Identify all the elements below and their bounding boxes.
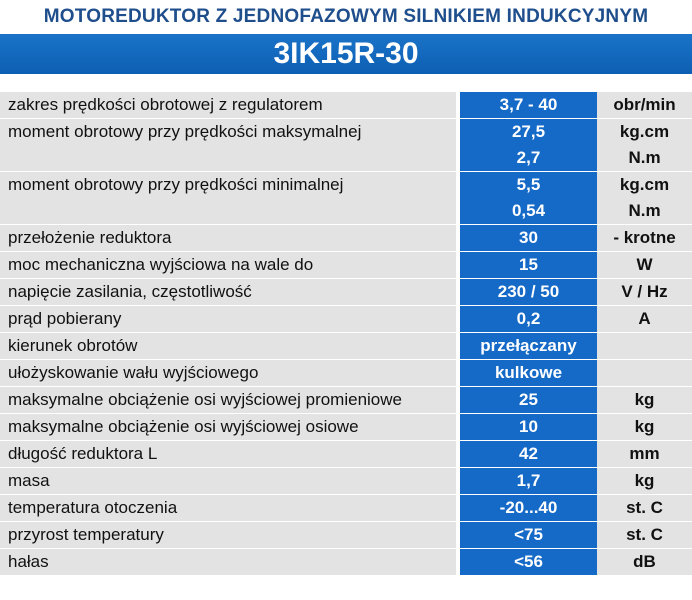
spec-unit: obr/min bbox=[613, 95, 676, 114]
spec-label: maksymalne obciążenie osi wyjściowej osiowe bbox=[8, 417, 359, 436]
spec-unit: kg.cm bbox=[619, 175, 670, 194]
spec-unit: N.m bbox=[628, 201, 661, 220]
spec-label-cell bbox=[0, 333, 456, 359]
spec-unit-cell bbox=[597, 414, 692, 440]
spec-label-cell bbox=[0, 119, 456, 171]
spec-value-cell bbox=[460, 279, 597, 305]
spec-row bbox=[0, 279, 692, 306]
spec-label: przyrost temperatury bbox=[8, 525, 164, 544]
spec-value-cell bbox=[460, 172, 597, 224]
spec-row bbox=[0, 333, 692, 360]
spec-unit: kg.cm bbox=[619, 122, 670, 141]
spec-value: kulkowe bbox=[494, 363, 563, 382]
spec-value-cell bbox=[460, 387, 597, 413]
spec-unit: dB bbox=[633, 552, 656, 571]
spec-unit: - krotne bbox=[613, 228, 676, 247]
spec-label-cell bbox=[0, 522, 456, 548]
spec-row bbox=[0, 495, 692, 522]
spec-label-cell bbox=[0, 92, 456, 118]
spec-label: masa bbox=[8, 471, 50, 490]
spec-label-cell bbox=[0, 306, 456, 332]
spec-value: 30 bbox=[519, 228, 538, 247]
spec-unit: kg bbox=[634, 417, 655, 436]
spec-value: 2,7 bbox=[516, 148, 541, 167]
spec-unit-cell bbox=[597, 468, 692, 494]
spec-value: 1,7 bbox=[516, 471, 541, 490]
spec-row bbox=[0, 92, 692, 119]
spec-row bbox=[0, 119, 692, 172]
spec-unit-cell bbox=[597, 252, 692, 278]
spec-label-cell bbox=[0, 360, 456, 386]
spec-value: 230 / 50 bbox=[497, 282, 560, 301]
spec-unit bbox=[597, 333, 692, 359]
model-banner bbox=[0, 34, 692, 74]
spec-label: moment obrotowy przy prędkości minimalnej bbox=[8, 175, 344, 194]
spec-row bbox=[0, 360, 692, 387]
spec-label: kierunek obrotów bbox=[8, 336, 138, 355]
spec-value: 27,5 bbox=[511, 122, 546, 141]
spec-label: prąd pobierany bbox=[8, 309, 122, 328]
spec-unit: st. C bbox=[626, 525, 663, 544]
spec-unit-cell bbox=[597, 441, 692, 467]
spec-label-cell bbox=[0, 225, 456, 251]
spec-unit-cell bbox=[597, 333, 692, 359]
spec-label: przełożenie reduktora bbox=[8, 228, 172, 247]
spec-label: hałas bbox=[8, 552, 49, 571]
spec-label-cell bbox=[0, 549, 456, 575]
spec-value-cell bbox=[460, 306, 597, 332]
spec-unit: mm bbox=[629, 444, 660, 463]
spec-value: <56 bbox=[514, 552, 543, 571]
spec-row bbox=[0, 414, 692, 441]
spec-value: przełączany bbox=[480, 336, 577, 355]
spec-value: 25 bbox=[519, 390, 538, 409]
spec-row bbox=[0, 172, 692, 225]
spec-label: moment obrotowy przy prędkości maksymalnej bbox=[8, 122, 362, 141]
spec-label: ułożyskowanie wału wyjściowego bbox=[8, 363, 259, 382]
spec-row bbox=[0, 252, 692, 279]
spec-value: 0,54 bbox=[511, 201, 546, 220]
spec-unit-cell bbox=[597, 360, 692, 386]
spec-label: maksymalne obciążenie osi wyjściowej promieniowe bbox=[8, 390, 402, 409]
spec-value-cell bbox=[460, 119, 597, 171]
spec-value-cell bbox=[460, 414, 597, 440]
spec-unit-cell bbox=[597, 225, 692, 251]
spec-unit: A bbox=[638, 309, 651, 328]
spec-row bbox=[0, 468, 692, 495]
spec-value: 3,7 - 40 bbox=[499, 95, 558, 114]
spec-value: 5,5 bbox=[516, 175, 541, 194]
spec-value-cell bbox=[460, 441, 597, 467]
spec-unit-cell bbox=[597, 119, 692, 171]
spec-label-cell bbox=[0, 172, 456, 224]
spec-unit-cell bbox=[597, 279, 692, 305]
spec-label-cell bbox=[0, 252, 456, 278]
spec-unit: N.m bbox=[628, 148, 661, 167]
spec-row bbox=[0, 549, 692, 576]
spec-value-cell bbox=[460, 252, 597, 278]
spec-label-cell bbox=[0, 387, 456, 413]
spec-value: 42 bbox=[519, 444, 538, 463]
spec-value-cell bbox=[460, 225, 597, 251]
spec-value-cell bbox=[460, 333, 597, 359]
spec-label-cell bbox=[0, 495, 456, 521]
spec-label-cell bbox=[0, 414, 456, 440]
spec-unit-cell bbox=[597, 549, 692, 575]
spec-unit-cell bbox=[597, 495, 692, 521]
spec-unit: V / Hz bbox=[621, 282, 668, 301]
spec-value: <75 bbox=[514, 525, 543, 544]
spec-label: długość reduktora L bbox=[8, 444, 158, 463]
spec-unit-cell bbox=[597, 387, 692, 413]
model-name: 3IK15R-30 bbox=[273, 37, 419, 70]
spec-label-cell bbox=[0, 441, 456, 467]
spec-value: 10 bbox=[519, 417, 538, 436]
spec-value: 0,2 bbox=[516, 309, 541, 328]
spec-unit: kg bbox=[634, 471, 655, 490]
spec-unit-cell bbox=[597, 172, 692, 224]
page-title: MOTOREDUKTOR Z JEDNOFAZOWYM SILNIKIEM INDUKCYJNYM bbox=[43, 6, 649, 27]
spec-value-cell bbox=[460, 549, 597, 575]
spec-label-cell bbox=[0, 279, 456, 305]
spec-unit: kg bbox=[634, 390, 655, 409]
spec-value: 15 bbox=[519, 255, 538, 274]
spec-value-cell bbox=[460, 495, 597, 521]
spec-value-cell bbox=[460, 360, 597, 386]
spec-row bbox=[0, 522, 692, 549]
spec-unit bbox=[597, 360, 692, 386]
spec-label: temperatura otoczenia bbox=[8, 498, 178, 517]
spec-unit: W bbox=[636, 255, 653, 274]
spec-row bbox=[0, 387, 692, 414]
spec-unit-cell bbox=[597, 306, 692, 332]
spec-table bbox=[0, 92, 692, 576]
spec-label: zakres prędkości obrotowej z regulatorem bbox=[8, 95, 323, 114]
spec-unit: st. C bbox=[626, 498, 663, 517]
spec-value: -20...40 bbox=[499, 498, 558, 517]
spec-value-cell bbox=[460, 522, 597, 548]
spec-label-cell bbox=[0, 468, 456, 494]
spec-value-cell bbox=[460, 468, 597, 494]
spec-value-cell bbox=[460, 92, 597, 118]
spec-unit-cell bbox=[597, 522, 692, 548]
spec-row bbox=[0, 225, 692, 252]
spec-label: napięcie zasilania, częstotliwość bbox=[8, 282, 252, 301]
spec-row bbox=[0, 441, 692, 468]
spec-label: moc mechaniczna wyjściowa na wale do bbox=[8, 255, 314, 274]
spec-row bbox=[0, 306, 692, 333]
spec-unit-cell bbox=[597, 92, 692, 118]
